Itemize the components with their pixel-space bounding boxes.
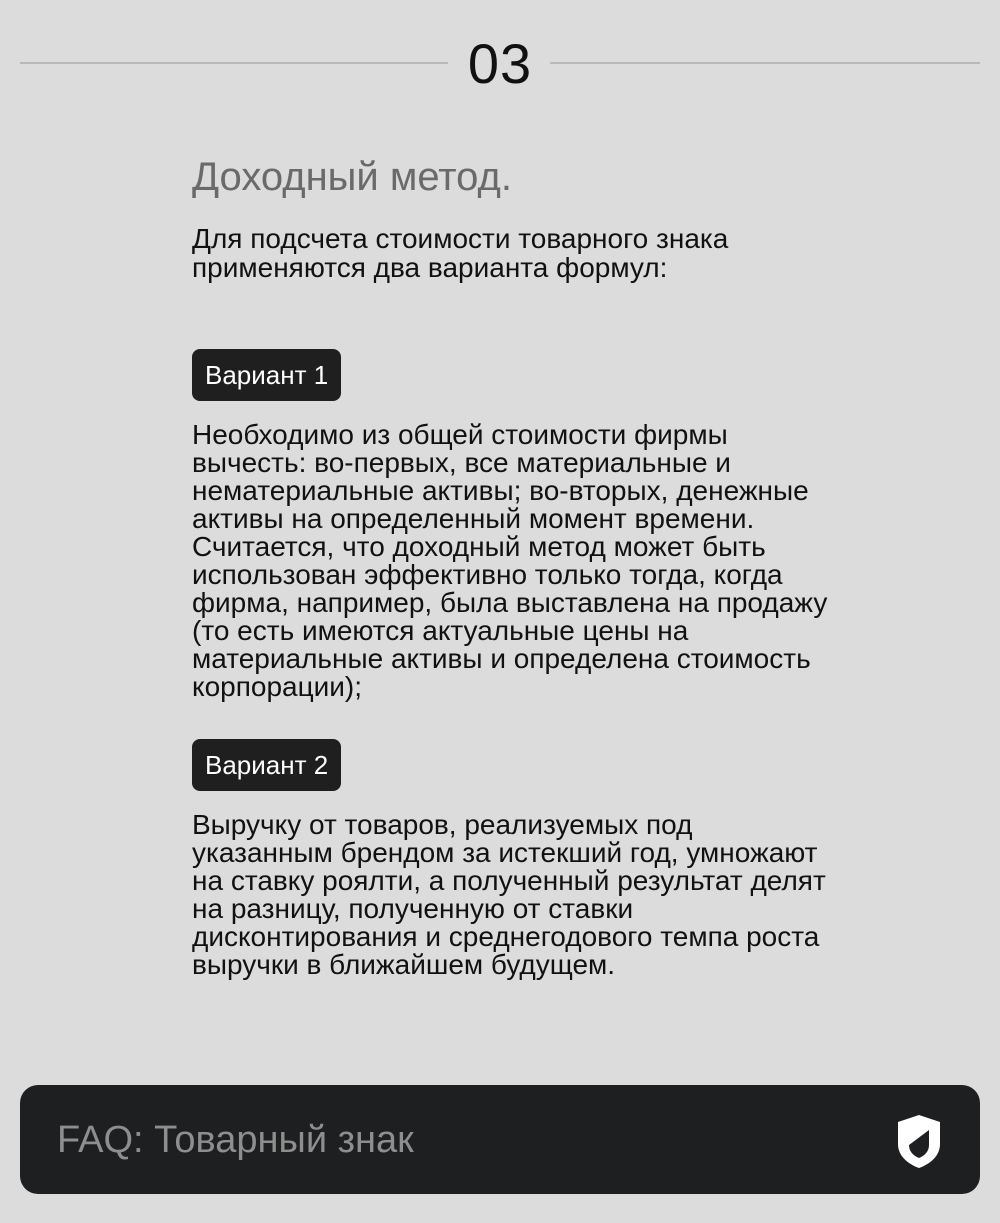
footer-bar (20, 1085, 980, 1194)
header-divider-right (550, 62, 980, 64)
main-content (192, 152, 832, 979)
footer-label: FAQ: Товарный знак (57, 1119, 414, 1161)
variant-1-text: Необходимо из общей стоимости фирмы вычесть: во-первых, все материальные и нематериальные активы; во-вторых, денежные активы на определенный момент времени. Считается, что доходный метод может быть использован эффективно только тогда, когда фирма, например, была выставлена на продажу (то есть имеются актуальные цены на материальные активы и определена стоимость корпорации); (192, 419, 828, 702)
shield-icon (896, 1113, 942, 1169)
variant-2-badge: Вариант 2 (192, 739, 341, 791)
intro-text: Для подсчета стоимости товарного знака применяются два варианта формул: (192, 223, 729, 283)
slide-number: 03 (467, 32, 533, 95)
section-title: Доходный метод. (192, 155, 512, 199)
variant-1-badge: Вариант 1 (192, 349, 341, 401)
variant-2-text: Выручку от товаров, реализуемых под указанным брендом за истекший год, умножают на ставку роялти, а полученный результат делят на разницу, полученную от ставки дисконтирования и среднегодового темпа роста выручки в ближайшем будущем. (192, 809, 826, 980)
header-divider-left (20, 62, 448, 64)
